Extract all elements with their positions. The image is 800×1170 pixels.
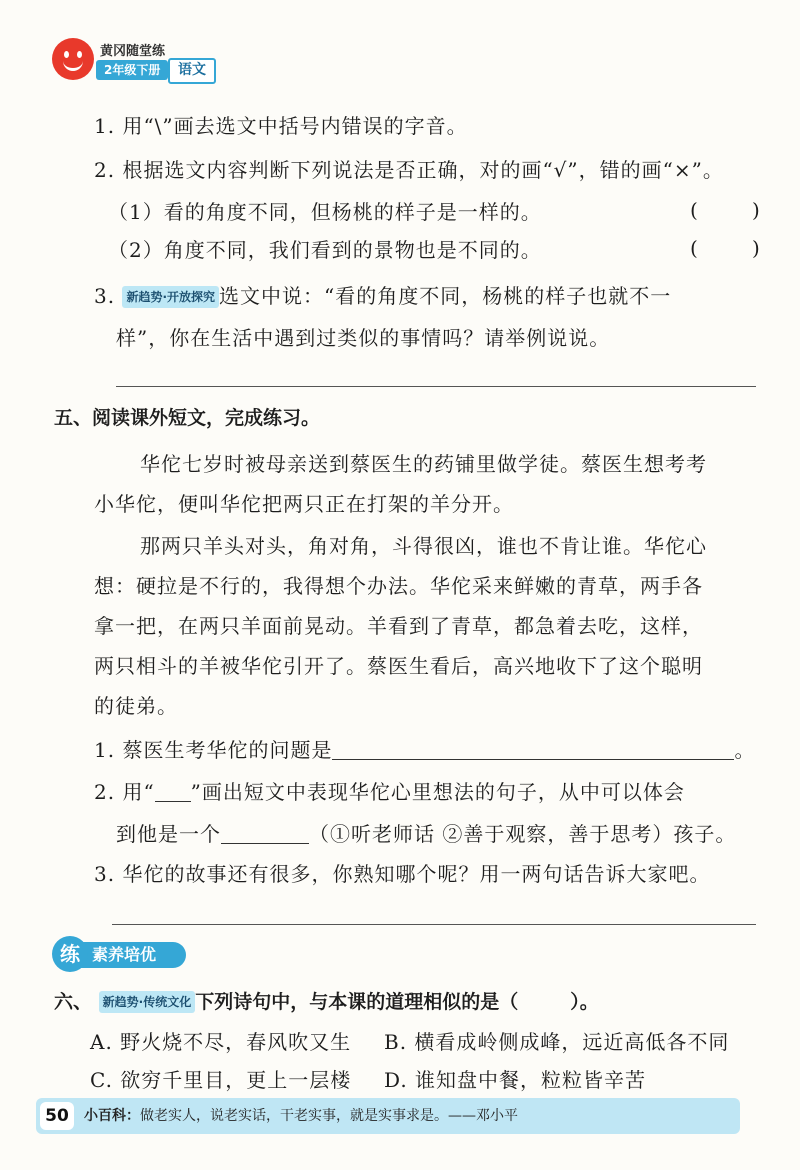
passage-p2-line-4: 两只相斗的羊被华佗引开了。蔡医生看后，高兴地收下了这个聪明: [94, 654, 703, 678]
part5-question-3: 3. 华佗的故事还有很多，你熟知哪个呢？用一两句话告诉大家吧。: [94, 862, 711, 886]
answer-blank-q1[interactable]: [332, 759, 734, 760]
answer-paren-close-2: ): [752, 236, 760, 260]
question-3-line-1: [94, 282, 671, 310]
part5-question-2-start: 2. 用“: [94, 780, 155, 804]
option-c: C. 欲穷千里目，更上一层楼: [90, 1068, 352, 1092]
part5-question-1: [94, 736, 755, 764]
section-badge-enrichment: [42, 934, 192, 972]
question-3-line-2: 样”，你在生活中遇到过类似的事情吗？请举例说说。: [116, 326, 611, 350]
part5-question-1-text: 1. 蔡医生考华佗的问题是: [94, 738, 333, 762]
practice-icon: 练: [52, 936, 88, 972]
judge-item-2: （2）角度不同，我们看到的景物也是不同的。: [108, 238, 542, 262]
passage-p2-line-3: 拿一把，在两只羊面前晃动。羊看到了青草，都急着去吃，这样，: [94, 614, 703, 638]
answer-line-q3[interactable]: [116, 386, 756, 387]
passage-p2-line-5: 的徒弟。: [94, 694, 178, 718]
option-d: D. 谁知盘中餐，粒粒皆辛苦: [384, 1068, 647, 1092]
option-a: A. 野火烧不尽，春风吹又生: [90, 1030, 352, 1054]
period: 。: [734, 738, 756, 762]
section-badge-label: 素养培优: [76, 942, 186, 968]
part6-question: [54, 988, 599, 1016]
footer-tip: [84, 1104, 518, 1128]
judge-item-1: （1）看的角度不同，但杨桃的样子是一样的。: [108, 200, 542, 224]
tag-open-inquiry: 新趋势·开放探究: [122, 286, 219, 308]
part5-question-2-end: ”画出短文中表现华佗心里想法的句子，从中可以体会: [190, 780, 685, 804]
passage-p2-line-2: 想：硬拉是不行的，我得想个办法。华佗采来鲜嫩的青草，两手各: [94, 574, 703, 598]
grade-badge: 2年级下册: [96, 60, 168, 80]
passage-p1-line-2: 小华佗，便叫华佗把两只正在打架的羊分开。: [94, 492, 514, 516]
part5-question-2-line-2-start: 到他是一个: [116, 822, 221, 846]
part6-question-text: 下列诗句中，与本课的道理相似的是（: [195, 991, 519, 1013]
series-title: 黄冈随堂练: [100, 44, 166, 59]
option-b: B. 横看成岭侧成峰，远近高低各不同: [384, 1030, 730, 1054]
question-3-text: 选文中说：“看的角度不同，杨桃的样子也就不一: [219, 284, 672, 308]
answer-line-part5-q3[interactable]: [112, 924, 756, 925]
part5-question-2-line-1: [94, 778, 685, 806]
question-1: 1. 用“\”画去选文中括号内错误的字音。: [94, 114, 468, 138]
section-5-heading: 五、阅读课外短文，完成练习。: [54, 407, 321, 429]
underline-sample: [155, 801, 191, 802]
part6-number: 六、: [54, 991, 93, 1013]
part5-question-2-line-2: [116, 820, 736, 848]
logo-smiley-icon: [52, 38, 94, 80]
question-2: 2. 根据选文内容判断下列说法是否正确，对的画“√”，错的画“×”。: [94, 158, 724, 182]
part6-question-end: ）。: [570, 991, 599, 1013]
answer-paren-close-1: ): [752, 198, 760, 222]
passage-p2-line-1: 那两只羊头对头，角对角，斗得很凶，谁也不肯让谁。华佗心: [140, 534, 707, 558]
subject-badge: 语文: [168, 58, 216, 84]
page-number: 50: [40, 1102, 74, 1130]
answer-paren-open-2: (: [690, 236, 698, 260]
passage-p1-line-1: 华佗七岁时被母亲送到蔡医生的药铺里做学徒。蔡医生想考考: [140, 452, 707, 476]
answer-paren-open-1: (: [690, 198, 698, 222]
part5-question-2-options: （①听老师话 ②善于观察，善于思考）孩子。: [309, 822, 737, 846]
answer-blank-q2[interactable]: [221, 843, 309, 844]
footer-quote: 做老实人，说老实话，干老实事，就是实事求是。——邓小平: [140, 1108, 518, 1124]
tag-traditional-culture: 新趋势·传统文化: [99, 991, 196, 1013]
footer-label: 小百科：: [84, 1108, 140, 1124]
question-3-number: 3.: [94, 284, 116, 308]
